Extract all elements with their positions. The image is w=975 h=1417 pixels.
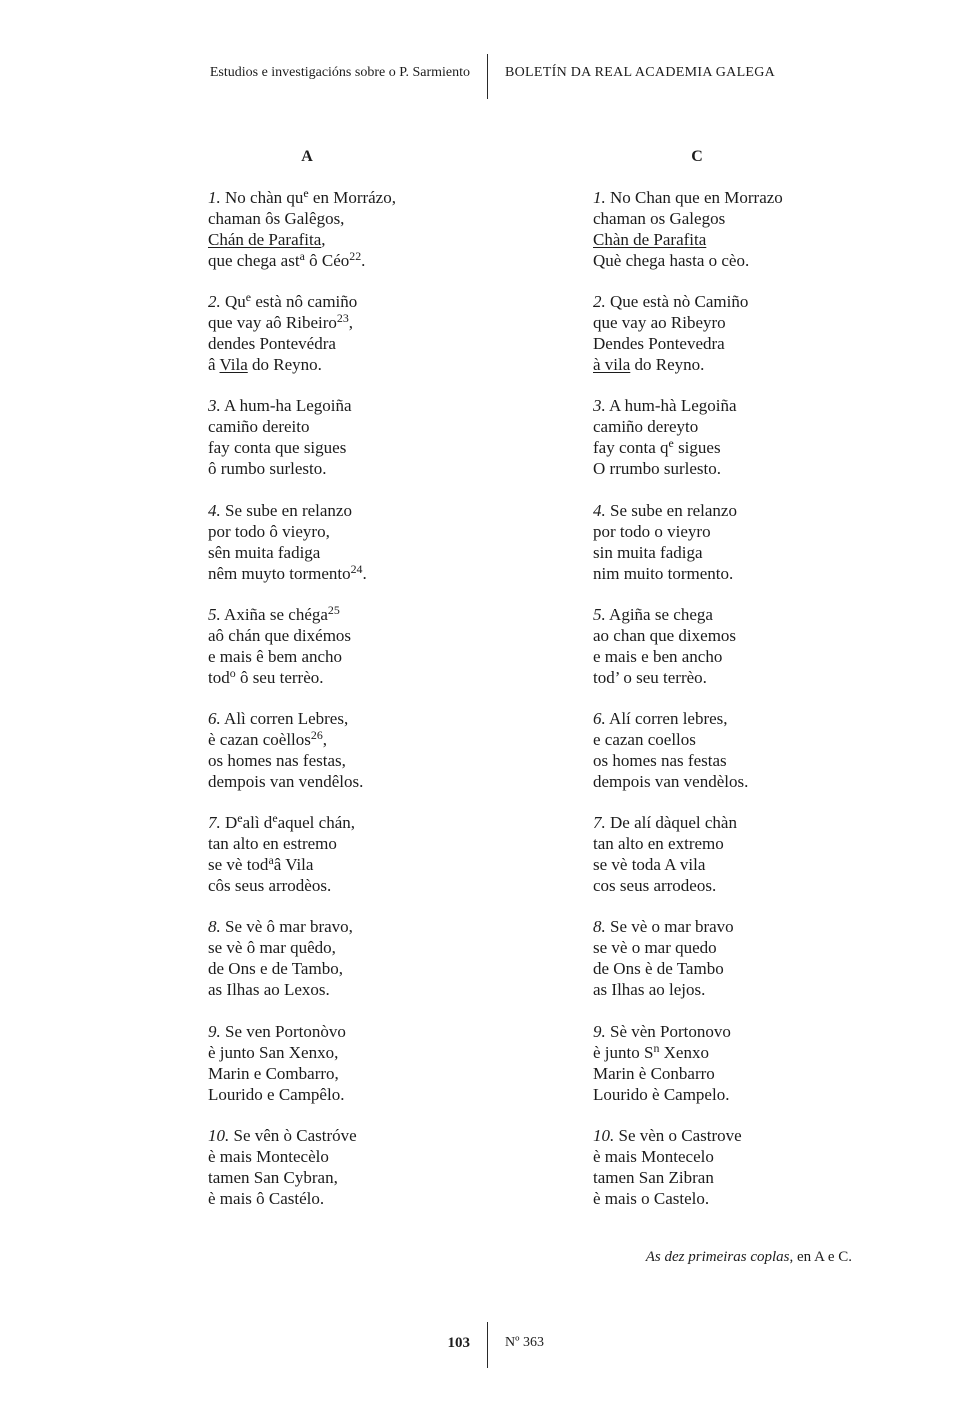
verse-line (208, 1146, 470, 1167)
verse-text: è mais o Castelo. (593, 1188, 710, 1208)
verse-line (208, 854, 470, 875)
verse-line (593, 208, 855, 229)
verse-text: en Morrázo, (308, 188, 396, 207)
verse-text: ô seu terrèo. (235, 667, 324, 687)
verse-line (208, 1021, 470, 1042)
verse-text: tod (208, 667, 230, 687)
footnote-ref: 22 (349, 249, 362, 264)
verse-line (593, 416, 855, 437)
stanza-number: 6. (593, 708, 606, 728)
verse-text: . (361, 251, 366, 270)
verse-text: Se sube en relanzo (220, 500, 352, 520)
stanza (593, 708, 855, 792)
stanza-number: 9. (208, 1021, 221, 1041)
verse-line (593, 333, 855, 354)
stanza (208, 604, 470, 688)
verse-text: e mais e ben ancho (593, 646, 723, 666)
verse-line (593, 854, 855, 875)
stanza-number: 2. (208, 292, 221, 312)
superscript-letter: n (653, 1040, 660, 1055)
verse-line (593, 1146, 855, 1167)
verse-line (208, 771, 470, 792)
verse-line (593, 250, 855, 271)
verse-text: è mais Montecelo (593, 1146, 714, 1166)
verse-text: fay conta que sigues (208, 438, 347, 458)
verse-text: Se vèn o Castrove (614, 1125, 742, 1145)
stanza-number: 8. (593, 917, 606, 937)
verse-line (208, 1167, 470, 1188)
verse-line (593, 833, 855, 854)
verse-text: , (321, 230, 326, 249)
verse-text: De alí dàquel chàn (605, 813, 737, 833)
verse-text: Dendes Pontevedra (593, 334, 725, 354)
verse-text: A hum-hà Legoiña (605, 396, 737, 416)
underlined-text: à vila (593, 355, 631, 375)
superscript-letter: e (245, 290, 252, 305)
verse-text: â (208, 355, 220, 375)
verse-text: por todo o vieyro (593, 521, 711, 541)
verse-line (208, 229, 470, 250)
superscript-letter: a (268, 853, 274, 868)
verse-line (208, 250, 470, 271)
stanza-number: 1. (593, 188, 606, 207)
verse-line (208, 291, 470, 312)
verse-line (208, 500, 470, 521)
column-a (208, 147, 470, 1229)
column-c (593, 147, 855, 1229)
stanza-number: 7. (593, 813, 606, 833)
verse-line (593, 625, 855, 646)
verse-text: que chega ast (208, 251, 300, 270)
stanza-number: 4. (593, 500, 606, 520)
verse-line (208, 437, 470, 458)
page-number: 103 (447, 1335, 470, 1351)
verse-line (593, 395, 855, 416)
footnote-ref: 26 (310, 728, 323, 742)
verse-text: Marin è Conbarro (593, 1063, 715, 1083)
verse-text: Lourido è Campelo. (593, 1084, 730, 1104)
verse-line (208, 354, 470, 375)
verse-line (208, 416, 470, 437)
underlined-text: Chàn de Parafita (593, 230, 707, 249)
verse-text: de Ons e de Tambo, (208, 959, 343, 979)
verse-line (208, 750, 470, 771)
verse-text: ô Céo (304, 251, 350, 270)
column-heading: A (301, 148, 313, 165)
verse-text: e mais ê bem ancho (208, 646, 343, 666)
stanza-number: 4. (208, 500, 221, 520)
superscript-letter: e (237, 811, 243, 826)
verse-text: No chàn qu (220, 188, 304, 207)
stanza-number: 7. (208, 813, 221, 833)
stanza (593, 395, 855, 479)
verse-line (208, 1063, 470, 1084)
stanza-number: 1. (208, 188, 221, 207)
verse-line (208, 1042, 470, 1063)
verse-text: dempois van vendêlos. (208, 771, 364, 791)
verse-text: Lourido e Campêlo. (208, 1084, 345, 1104)
footnote-ref: 25 (327, 602, 340, 617)
superscript-letter: e (303, 186, 309, 201)
verse-text: de Ons è de Tambo (593, 959, 724, 979)
stanza-number: 3. (208, 396, 221, 416)
verse-line (208, 667, 470, 688)
stanza-number: 5. (593, 604, 606, 624)
stanza-number: 6. (208, 708, 221, 728)
verse-line (593, 937, 855, 958)
verse-text: està nô camiño (251, 292, 358, 312)
verse-line (208, 187, 470, 208)
verse-text: Se vè o mar bravo (605, 917, 734, 937)
verse-text: è cazan coèllos (208, 729, 311, 749)
verse-text: que vay ao Ribeyro (593, 313, 726, 333)
verse-line (593, 458, 855, 479)
stanza (593, 812, 855, 896)
verse-line (208, 646, 470, 667)
verse-line (593, 875, 855, 896)
column-heading: C (691, 148, 703, 165)
verse-line (593, 1042, 855, 1063)
verse-line (593, 563, 855, 584)
verse-text: tod’ o seu terrèo. (593, 667, 707, 687)
verse-line (208, 916, 470, 937)
verse-line (593, 521, 855, 542)
verse-text: Sè vèn Portonovo (605, 1021, 731, 1041)
verse-line (593, 812, 855, 833)
verse-line (208, 208, 470, 229)
verse-text: os homes nas festas (593, 750, 727, 770)
verse-text: tamen San Cybran, (208, 1167, 338, 1187)
verse-line (208, 708, 470, 729)
verse-line (593, 667, 855, 688)
verse-text: as Ilhas ao lejos. (593, 980, 706, 1000)
verse-line (208, 542, 470, 563)
stanza-number: 2. (593, 292, 606, 312)
header-divider (487, 54, 488, 99)
verse-line (208, 312, 470, 333)
verse-line (593, 1167, 855, 1188)
verse-line (593, 437, 855, 458)
verse-text: Què chega hasta o cèo. (593, 251, 750, 270)
superscript-letter: a (299, 249, 305, 264)
verse-line (208, 458, 470, 479)
verse-text: ô rumbo surlesto. (208, 459, 327, 479)
verse-text: os homes nas festas, (208, 750, 346, 770)
underlined-text: Vila (219, 355, 248, 375)
issue-number: Nº 363 (505, 1335, 544, 1350)
verse-line (208, 729, 470, 750)
verse-line (593, 729, 855, 750)
verse-text: dempois van vendèlos. (593, 771, 749, 791)
underlined-text: Chán de Parafita (208, 230, 322, 249)
verse-line (593, 958, 855, 979)
verse-line (208, 563, 470, 584)
verse-line (208, 395, 470, 416)
verse-line (208, 979, 470, 1000)
stanza (593, 916, 855, 1000)
verse-text: D (220, 813, 238, 833)
verse-text: . (362, 563, 367, 583)
verse-line (593, 500, 855, 521)
stanza-number: 8. (208, 917, 221, 937)
verse-text: è mais ô Castélo. (208, 1188, 325, 1208)
verse-text: aquel chán, (277, 813, 355, 833)
verse-line (593, 1125, 855, 1146)
stanza (208, 500, 470, 584)
stanza (593, 187, 855, 271)
verse-text: se vè ô mar quêdo, (208, 938, 336, 958)
verse-text: è mais Montecèlo (208, 1146, 329, 1166)
verse-line (208, 1125, 470, 1146)
verse-line (593, 229, 855, 250)
verse-text: cos seus arrodeos. (593, 876, 717, 896)
verse-text: No Chan que en Morrazo (605, 188, 783, 207)
superscript-letter: o (229, 665, 236, 680)
verse-line (593, 708, 855, 729)
verse-text: è junto S (593, 1042, 654, 1062)
verse-line (208, 1188, 470, 1209)
verse-text: tan alto en extremo (593, 834, 724, 854)
verse-line (208, 625, 470, 646)
verse-text: se vè tod (208, 855, 269, 875)
superscript-letter: e (272, 811, 278, 826)
verse-text: camiño dereito (208, 417, 310, 437)
verse-line (208, 521, 470, 542)
stanza-number: 9. (593, 1021, 606, 1041)
verse-text: aô chán que dixémos (208, 625, 352, 645)
verse-text: se vè toda A vila (593, 855, 706, 875)
stanza (593, 1125, 855, 1209)
verse-text: A hum-ha Legoiña (220, 396, 352, 416)
stanza (208, 916, 470, 1000)
verse-text: e cazan coellos (593, 729, 696, 749)
verse-text: camiño dereyto (593, 417, 699, 437)
verse-text: O rrumbo surlesto. (593, 459, 721, 479)
stanza (593, 500, 855, 584)
verse-text: Agiña se chega (605, 604, 713, 624)
verse-line (208, 604, 470, 625)
verse-text: tamen San Zibran (593, 1167, 714, 1187)
verse-line (208, 333, 470, 354)
stanza (593, 1021, 855, 1105)
verse-text: sin muita fadiga (593, 542, 703, 562)
stanza-number: 10. (593, 1125, 615, 1145)
stanza-number: 10. (208, 1125, 230, 1145)
stanza (208, 291, 470, 375)
stanza (208, 1021, 470, 1105)
verse-text: Axiña se chéga (220, 604, 328, 624)
verse-line (593, 750, 855, 771)
verse-text: dendes Pontevédra (208, 334, 336, 354)
verse-line (593, 187, 855, 208)
verse-line (208, 812, 470, 833)
verse-text: tan alto en estremo (208, 834, 337, 854)
verse-line (208, 937, 470, 958)
verse-line (593, 1063, 855, 1084)
verse-text: chaman os Galegos (593, 209, 726, 228)
running-head-left: Estudios e investigacións sobre o P. Sarmiento (209, 65, 470, 80)
verse-text: nim muito tormento. (593, 563, 734, 583)
verse-text: alì d (242, 813, 273, 833)
verse-text: as Ilhas ao Lexos. (208, 980, 330, 1000)
verse-text: sigues (673, 438, 721, 458)
verse-text: Xenxo (659, 1042, 709, 1062)
stanza (208, 708, 470, 792)
stanza (208, 1125, 470, 1209)
verse-line (593, 646, 855, 667)
verse-text: â Vila (273, 855, 314, 875)
verse-line (593, 916, 855, 937)
verse-line (208, 1084, 470, 1105)
verse-line (208, 833, 470, 854)
stanza (208, 395, 470, 479)
verse-text: por todo ô vieyro, (208, 521, 330, 541)
verse-text: que vay aô Ribeiro (208, 313, 337, 333)
verse-text: Se ven Portonòvo (220, 1021, 346, 1041)
verse-text: Marin e Combarro, (208, 1063, 339, 1083)
verse-text: è junto San Xenxo, (208, 1042, 339, 1062)
verse-text: , (322, 729, 328, 749)
verse-line (208, 875, 470, 896)
verse-text: nêm muyto tormento (208, 563, 351, 583)
running-head-right: BOLETÍN DA REAL ACADEMIA GALEGA (505, 65, 776, 80)
verse-line (593, 354, 855, 375)
verse-line (593, 312, 855, 333)
verse-text: Se vên ò Castróve (229, 1125, 357, 1145)
verse-text: Qu (220, 292, 246, 312)
footnote-ref: 23 (336, 311, 349, 326)
verse-line (593, 979, 855, 1000)
verse-line (593, 1021, 855, 1042)
verse-text: Alí corren lebres, (605, 708, 728, 728)
verse-text: Que està nò Camiño (605, 292, 749, 312)
verse-text: sên muita fadiga (208, 542, 321, 562)
verse-text: côs seus arrodèos. (208, 876, 332, 896)
stanza (593, 604, 855, 688)
verse-line (593, 291, 855, 312)
verse-text: chaman ôs Galêgos, (208, 209, 345, 228)
verse-text: Se vè ô mar bravo, (220, 917, 353, 937)
verse-text: se vè o mar quedo (593, 938, 717, 958)
caption-text: , en A e C. (789, 1249, 852, 1265)
stanza (593, 291, 855, 375)
footnote-ref: 24 (350, 561, 363, 576)
caption-italic: As dez primeiras coplas (645, 1249, 790, 1265)
verse-line (593, 771, 855, 792)
superscript-letter: e (668, 436, 674, 451)
verse-text: Se sube en relanzo (605, 500, 737, 520)
stanza (208, 187, 470, 271)
verse-line (208, 958, 470, 979)
verse-text: do Reyno. (630, 355, 705, 375)
verse-text: ao chan que dixemos (593, 625, 737, 645)
caption (646, 1247, 852, 1267)
footer-divider (487, 1322, 488, 1368)
verse-line (593, 1188, 855, 1209)
stanza (208, 812, 470, 896)
verse-text: Alì corren Lebres, (220, 708, 349, 728)
verse-text: , (348, 313, 354, 333)
verse-text: fay conta q (593, 438, 669, 458)
verse-line (593, 604, 855, 625)
verse-text: do Reyno. (247, 355, 322, 375)
verse-line (593, 1084, 855, 1105)
stanza-number: 3. (593, 396, 606, 416)
verse-line (593, 542, 855, 563)
stanza-number: 5. (208, 604, 221, 624)
